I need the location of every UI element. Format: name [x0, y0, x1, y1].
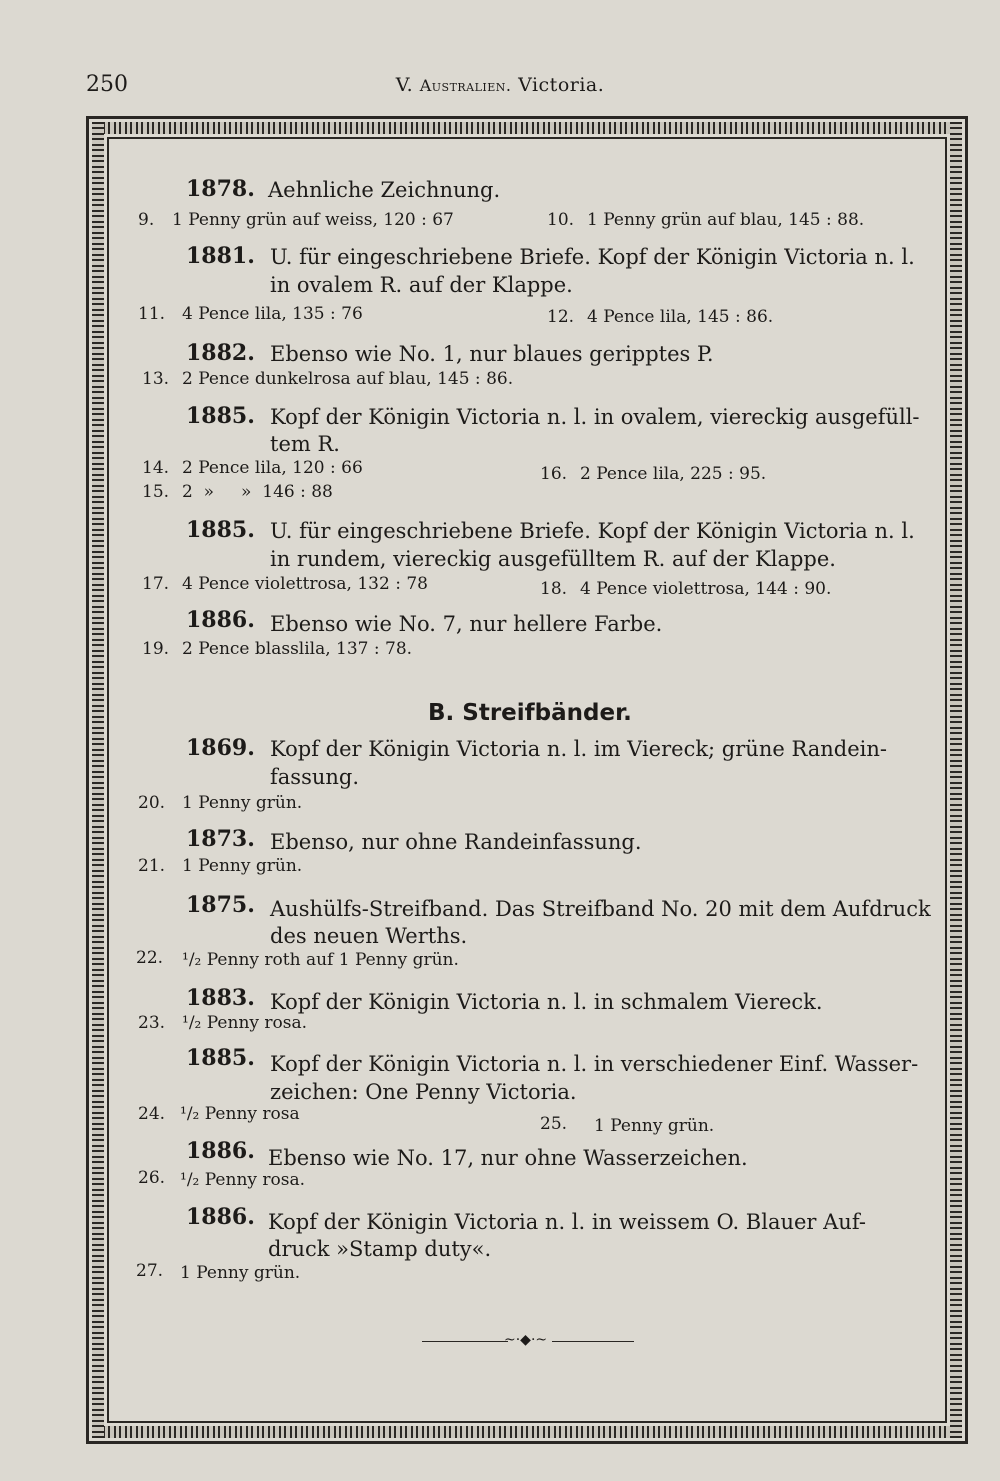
item-number: 20.	[138, 793, 166, 813]
item-number: 25.	[540, 1114, 568, 1134]
frame-border-left	[92, 122, 104, 1438]
entry-description: Kopf der Königin Victoria n. l. in verschiedener Einf. Wasser-	[270, 1052, 919, 1076]
item-text: 2 Pence blasslila, 137 : 78.	[182, 639, 413, 659]
item-number: 10.	[547, 210, 575, 230]
item-text: 4 Pence lila, 145 : 86.	[587, 307, 774, 327]
entry-description-continued: zeichen: One Penny Victoria.	[270, 1080, 577, 1104]
item-text: 4 Pence lila, 135 : 76	[182, 304, 363, 324]
entry-year: 1885.	[186, 517, 255, 543]
item-number: 12.	[547, 307, 575, 327]
item-text: 2 Pence lila, 225 : 95.	[580, 464, 767, 484]
item-number: 16.	[540, 464, 568, 484]
item-text: 2 » » 146 : 88	[182, 482, 333, 502]
item-text: 1 Penny grün auf weiss, 120 : 67	[172, 210, 454, 230]
item-text: 4 Pence violettrosa, 132 : 78	[182, 574, 428, 594]
item-text: 1 Penny grün.	[182, 793, 303, 813]
entry-description-continued: in rundem, viereckig ausgefülltem R. auf der Klappe.	[270, 547, 836, 571]
entry-description: Ebenso, nur ohne Randeinfassung.	[270, 830, 642, 854]
item-text: 1 Penny grün.	[182, 856, 303, 876]
item-text: 1 Penny grün auf blau, 145 : 88.	[587, 210, 865, 230]
item-text: 1 Penny grün.	[594, 1116, 715, 1136]
item-number: 17.	[142, 574, 170, 594]
item-number: 9.	[138, 210, 155, 230]
item-number: 11.	[138, 304, 166, 324]
item-number: 23.	[138, 1013, 166, 1033]
entry-year: 1873.	[186, 826, 255, 852]
running-head	[0, 74, 1000, 96]
item-number: 13.	[142, 369, 170, 389]
region-name: Australien.	[419, 76, 512, 95]
frame-border-top	[92, 122, 962, 134]
entry-year: 1869.	[186, 735, 255, 761]
item-text: 2 Pence dunkelrosa auf blau, 145 : 86.	[182, 369, 514, 389]
item-number: 24.	[138, 1104, 166, 1124]
entry-year: 1878.	[186, 176, 255, 202]
entry-description: Ebenso wie No. 7, nur hellere Farbe.	[270, 612, 663, 636]
entry-description: U. für eingeschriebene Briefe. Kopf der Königin Victoria n. l.	[270, 245, 915, 269]
ornament-rule-right	[552, 1341, 634, 1342]
item-text: ¹/₂ Penny rosa	[180, 1104, 300, 1124]
item-number: 26.	[138, 1168, 166, 1188]
entry-year: 1882.	[186, 340, 255, 366]
item-number: 15.	[142, 482, 170, 502]
entry-year: 1886.	[186, 1204, 255, 1230]
item-text: 2 Pence lila, 120 : 66	[182, 458, 363, 478]
frame-border-bottom	[92, 1426, 962, 1438]
section-heading: B. Streifbänder.	[428, 700, 632, 726]
item-text: ¹/₂ Penny roth auf 1 Penny grün.	[182, 950, 459, 970]
entry-description: Aushülfs-Streifband. Das Streifband No. 20 mit dem Aufdruck	[270, 897, 931, 921]
entry-year: 1883.	[186, 985, 255, 1011]
entry-description: Kopf der Königin Victoria n. l. in schmalem Viereck.	[270, 990, 823, 1014]
item-number: 18.	[540, 579, 568, 599]
page-number: 250	[86, 72, 128, 97]
item-text: 4 Pence violettrosa, 144 : 90.	[580, 579, 832, 599]
entry-description: Kopf der Königin Victoria n. l. in ovalem, viereckig ausgefüll-	[270, 405, 920, 429]
item-number: 27.	[136, 1261, 164, 1281]
item-number: 22.	[136, 948, 164, 968]
item-number: 14.	[142, 458, 170, 478]
chapter-number: V.	[395, 74, 414, 96]
entry-description: Ebenso wie No. 17, nur ohne Wasserzeichen.	[268, 1146, 748, 1170]
entry-year: 1886.	[186, 607, 255, 633]
entry-year: 1881.	[186, 243, 255, 269]
item-number: 21.	[138, 856, 166, 876]
entry-description-continued: druck »Stamp duty«.	[268, 1237, 492, 1261]
entry-description-continued: in ovalem R. auf der Klappe.	[270, 273, 573, 297]
item-text: 1 Penny grün.	[180, 1263, 301, 1283]
ornament-glyph: ~·◆·~	[504, 1332, 548, 1348]
entry-description-continued: tem R.	[270, 432, 340, 456]
entry-description: Kopf der Königin Victoria n. l. in weissem O. Blauer Auf-	[268, 1210, 866, 1234]
entry-year: 1885.	[186, 1045, 255, 1071]
item-text: ¹/₂ Penny rosa.	[180, 1170, 306, 1190]
entry-description: Kopf der Königin Victoria n. l. im Viereck; grüne Randein-	[270, 737, 887, 761]
frame-border-right	[950, 122, 962, 1438]
entry-description-continued: fassung.	[270, 765, 360, 789]
state-name: Victoria.	[518, 74, 605, 96]
entry-description: U. für eingeschriebene Briefe. Kopf der Königin Victoria n. l.	[270, 519, 915, 543]
item-text: ¹/₂ Penny rosa.	[182, 1013, 308, 1033]
entry-description: Aehnliche Zeichnung.	[268, 178, 501, 202]
entry-description-continued: des neuen Werths.	[270, 924, 468, 948]
ornament-rule-left	[422, 1341, 508, 1342]
entry-year: 1886.	[186, 1138, 255, 1164]
item-number: 19.	[142, 639, 170, 659]
page-header	[0, 72, 1000, 102]
entry-year: 1885.	[186, 403, 255, 429]
entry-description: Ebenso wie No. 1, nur blaues geripptes P.	[270, 342, 714, 366]
entry-year: 1875.	[186, 892, 255, 918]
